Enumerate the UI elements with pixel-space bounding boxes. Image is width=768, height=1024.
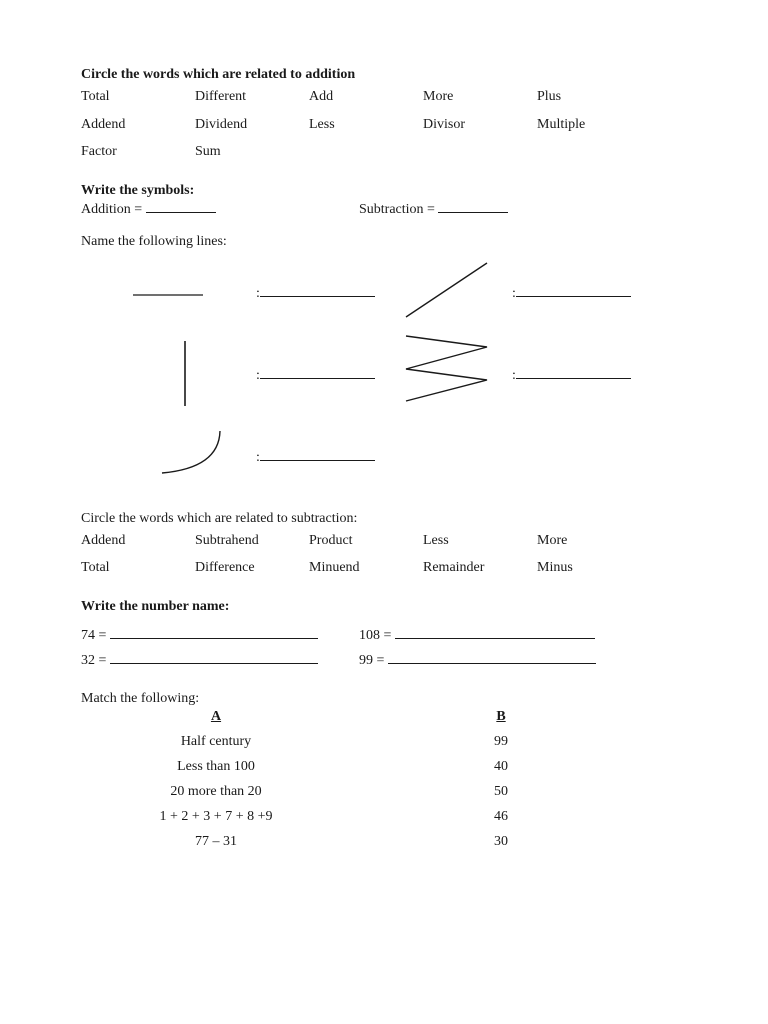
- word-different: Different: [195, 89, 247, 104]
- colon-label: :: [512, 368, 516, 383]
- line-answer-3: [256, 365, 375, 384]
- match-item-b: 50: [494, 784, 508, 799]
- addition-words-heading: Circle the words which are related to addition: [81, 67, 356, 82]
- word-difference: Difference: [195, 560, 255, 575]
- word-factor: Factor: [81, 144, 117, 159]
- line-answer-blank[interactable]: [260, 283, 375, 297]
- word-add: Add: [309, 89, 334, 104]
- match-heading: Match the following:: [81, 691, 200, 706]
- subtraction-label: Subtraction =: [359, 202, 435, 217]
- line-answer-5: [256, 447, 375, 466]
- line-answer-blank[interactable]: [516, 283, 631, 297]
- column-a-header: A: [210, 709, 222, 724]
- match-item-a: 77 – 31: [195, 834, 237, 849]
- colon-label: :: [256, 450, 260, 465]
- match-item-b: 30: [494, 834, 508, 849]
- lines-heading: Name the following lines:: [81, 234, 227, 249]
- column-b-header: B: [496, 709, 506, 724]
- line-answer-blank[interactable]: [516, 365, 631, 379]
- word-sum: Sum: [195, 144, 221, 159]
- number-name-blank[interactable]: [110, 650, 318, 664]
- match-item-b: 99: [494, 734, 508, 749]
- number-label: 74 =: [81, 628, 107, 643]
- word-subtrahend: Subtrahend: [195, 533, 259, 548]
- subtraction-words-heading: Circle the words which are related to subtraction:: [81, 511, 358, 526]
- colon-label: :: [256, 368, 260, 383]
- word-minus: Minus: [537, 560, 573, 575]
- word-total: Total: [81, 89, 110, 104]
- number-name-row: [81, 650, 318, 669]
- word-divisor: Divisor: [423, 117, 465, 132]
- line-answer-1: [256, 283, 375, 302]
- line-answer-blank[interactable]: [260, 365, 375, 379]
- colon-label: :: [512, 286, 516, 301]
- curved-line-figure: [162, 431, 220, 473]
- number-label: 32 =: [81, 653, 107, 668]
- number-label: 108 =: [359, 628, 392, 643]
- number-name-blank[interactable]: [388, 650, 596, 664]
- oblique-line-figure: [406, 263, 487, 317]
- word-less: Less: [309, 117, 335, 132]
- word-less: Less: [423, 533, 449, 548]
- number-label: 99 =: [359, 653, 385, 668]
- word-more: More: [537, 533, 568, 548]
- line-answer-4: [512, 365, 631, 384]
- word-plus: Plus: [537, 89, 562, 104]
- word-addend: Addend: [81, 117, 126, 132]
- word-multiple: Multiple: [537, 117, 586, 132]
- match-item-b: 46: [494, 809, 508, 824]
- match-item-a: Half century: [180, 734, 252, 749]
- word-remainder: Remainder: [423, 560, 485, 575]
- word-product: Product: [309, 533, 353, 548]
- number-name-blank[interactable]: [395, 625, 595, 639]
- word-more: More: [423, 89, 454, 104]
- number-name-heading: Write the number name:: [81, 599, 230, 614]
- number-name-row: [359, 650, 596, 669]
- word-addend: Addend: [81, 533, 126, 548]
- number-name-row: [359, 625, 595, 644]
- match-item-a: 20 more than 20: [170, 784, 262, 799]
- match-item-a: 1 + 2 + 3 + 7 + 8 +9: [159, 809, 273, 824]
- zigzag-line-figure: [406, 336, 487, 401]
- word-minuend: Minuend: [309, 560, 360, 575]
- number-name-row: [81, 625, 318, 644]
- line-answer-2: [512, 283, 631, 302]
- addition-label: Addition =: [81, 202, 143, 217]
- word-dividend: Dividend: [195, 117, 248, 132]
- colon-label: :: [256, 286, 260, 301]
- line-answer-blank[interactable]: [260, 447, 375, 461]
- word-total: Total: [81, 560, 110, 575]
- number-name-blank[interactable]: [110, 625, 318, 639]
- symbols-heading: Write the symbols:: [81, 183, 195, 198]
- match-item-b: 40: [494, 759, 508, 774]
- match-item-a: Less than 100: [177, 759, 255, 774]
